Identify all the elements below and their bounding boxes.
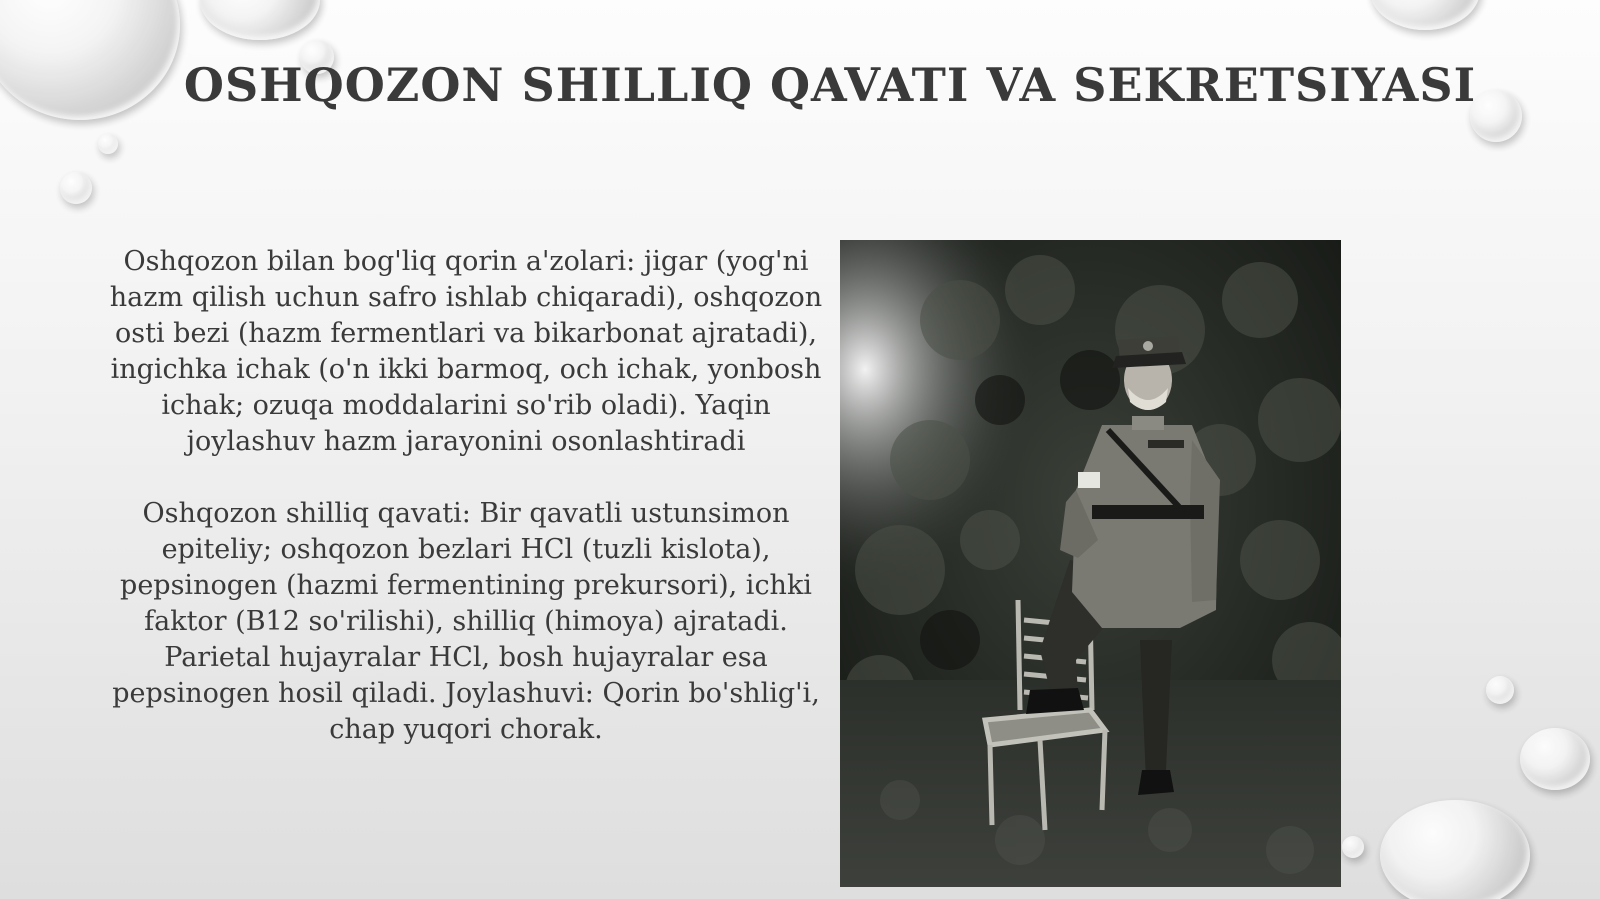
- water-drop-decoration: [1520, 728, 1590, 790]
- photo-illustration: [840, 240, 1341, 887]
- water-drop-decoration: [200, 0, 320, 40]
- body-text: [108, 244, 824, 784]
- water-drop-decoration: [1486, 676, 1514, 704]
- slide-title: OSHQOZON SHILLIQ QAVATI VA SEKRETSIYASI: [183, 58, 1477, 112]
- water-drop-decoration: [98, 134, 118, 154]
- water-drop-decoration: [60, 172, 92, 204]
- water-drop-decoration: [1370, 0, 1480, 30]
- paragraph-gastric-mucosa: Oshqozon shilliq qavati: Bir qavatli ustunsimon epiteliy; oshqozon bezlari HCl (tuzli kislota), pepsinogen (hazmi fermentining prekursori), ichki faktor (B12 so'rilishi), shilliq (himoya) ajratadi. Parietal hujayralar HCl, bosh hujayralar esa pepsinogen hosil qiladi. Joylashuvi: Qorin bo'shlig'i, chap yuqori chorak.: [112, 498, 820, 745]
- water-drop-decoration: [1380, 800, 1530, 899]
- paragraph-abdominal-organs: Oshqozon bilan bog'liq qorin a'zolari: jigar (yog'ni hazm qilish uchun safro ishlab chiqaradi), oshqozon osti bezi (hazm fermentlari va bikarbonat ajratadi), ingichka ichak (o'n ikki barmoq, och ichak, yonbosh ichak; ozuqa moddalarini so'rib oladi). Yaqin joylashuv hazm jarayonini osonlashtiradi: [109, 246, 823, 457]
- water-drop-decoration: [1342, 836, 1364, 858]
- historical-photo: [840, 240, 1341, 887]
- water-drop-decoration: [0, 0, 180, 120]
